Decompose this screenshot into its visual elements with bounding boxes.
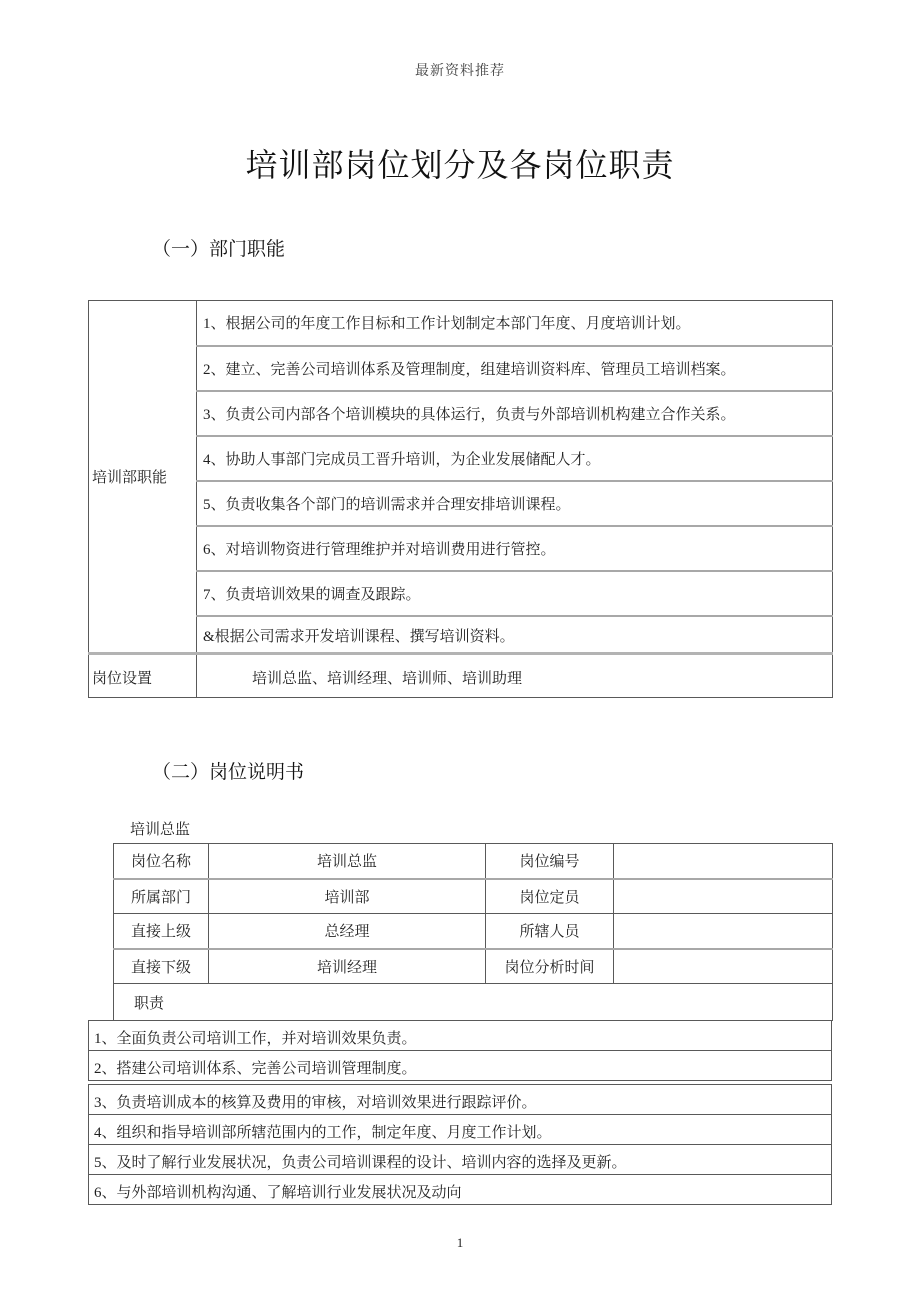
duties-list xyxy=(88,1020,832,1205)
duties-header: 职责 xyxy=(114,984,833,1021)
table-row xyxy=(89,654,833,698)
duty-item: 2、搭建公司培训体系、完善公司培训管理制度。 xyxy=(88,1050,832,1081)
function-item: 2、建立、完善公司培训体系及管理制度，组建培训资料库、管理员工培训档案。 xyxy=(197,346,833,391)
table-row xyxy=(114,879,833,914)
info-value xyxy=(614,844,833,879)
duty-item: 5、及时了解行业发展状况，负责公司培训课程的设计、培训内容的选择及更新。 xyxy=(88,1144,832,1175)
page-number: 1 xyxy=(456,1235,464,1250)
info-value: 培训总监 xyxy=(209,844,486,879)
info-label: 岗位定员 xyxy=(486,879,614,914)
section-2-heading: （二）岗位说明书 xyxy=(152,762,305,783)
duty-item: 4、组织和指导培训部所辖范围内的工作，制定年度、月度工作计划。 xyxy=(88,1114,832,1145)
table-row xyxy=(114,949,833,984)
function-item: 5、负责收集各个部门的培训需求并合理安排培训课程。 xyxy=(197,481,833,526)
info-label: 岗位分析时间 xyxy=(486,949,614,984)
position-subheading: 培训总监 xyxy=(130,822,191,838)
table-row xyxy=(89,301,833,346)
table-row xyxy=(89,616,833,654)
info-value: 总经理 xyxy=(209,914,486,949)
function-rowspan-label: 培训部职能 xyxy=(89,301,197,654)
info-value xyxy=(614,949,833,984)
positions-value: 培训总监、培训经理、培训师、培训助理 xyxy=(197,654,833,698)
function-item: 7、负责培训效果的调查及跟踪。 xyxy=(197,571,833,616)
header-note: 最新资料推荐 xyxy=(415,64,505,79)
function-item: 6、对培训物资进行管理维护并对培训费用进行管控。 xyxy=(197,526,833,571)
info-value: 培训经理 xyxy=(209,949,486,984)
table-row xyxy=(89,391,833,436)
info-label: 所属部门 xyxy=(114,879,209,914)
table-row xyxy=(89,526,833,571)
table-row xyxy=(114,984,833,1021)
info-value xyxy=(614,879,833,914)
table-row xyxy=(89,436,833,481)
position-info-table xyxy=(113,843,833,1021)
positions-label: 岗位设置 xyxy=(89,654,197,698)
function-item: &根据公司需求开发培训课程、撰写培训资料。 xyxy=(197,616,833,654)
info-label: 岗位名称 xyxy=(114,844,209,879)
duty-item: 1、全面负责公司培训工作，并对培训效果负责。 xyxy=(88,1020,832,1051)
table-row xyxy=(89,571,833,616)
duty-item: 6、与外部培训机构沟通、了解培训行业发展状况及动向 xyxy=(88,1174,832,1205)
table-row xyxy=(114,914,833,949)
info-value xyxy=(614,914,833,949)
table-row xyxy=(89,481,833,526)
table-row xyxy=(89,346,833,391)
table-row xyxy=(114,844,833,879)
duty-item: 3、负责培训成本的核算及费用的审核，对培训效果进行跟踪评价。 xyxy=(88,1084,832,1115)
function-item: 1、根据公司的年度工作目标和工作计划制定本部门年度、月度培训计划。 xyxy=(197,301,833,346)
department-functions-table xyxy=(88,300,833,698)
function-item: 3、负责公司内部各个培训模块的具体运行，负责与外部培训机构建立合作关系。 xyxy=(197,391,833,436)
info-label: 直接上级 xyxy=(114,914,209,949)
function-item: 4、协助人事部门完成员工晋升培训，为企业发展储配人才。 xyxy=(197,436,833,481)
section-1-heading: （一）部门职能 xyxy=(152,239,286,260)
info-value: 培训部 xyxy=(209,879,486,914)
document-title: 培训部岗位划分及各岗位职责 xyxy=(245,147,675,183)
info-label: 直接下级 xyxy=(114,949,209,984)
info-label: 岗位编号 xyxy=(486,844,614,879)
info-label: 所辖人员 xyxy=(486,914,614,949)
